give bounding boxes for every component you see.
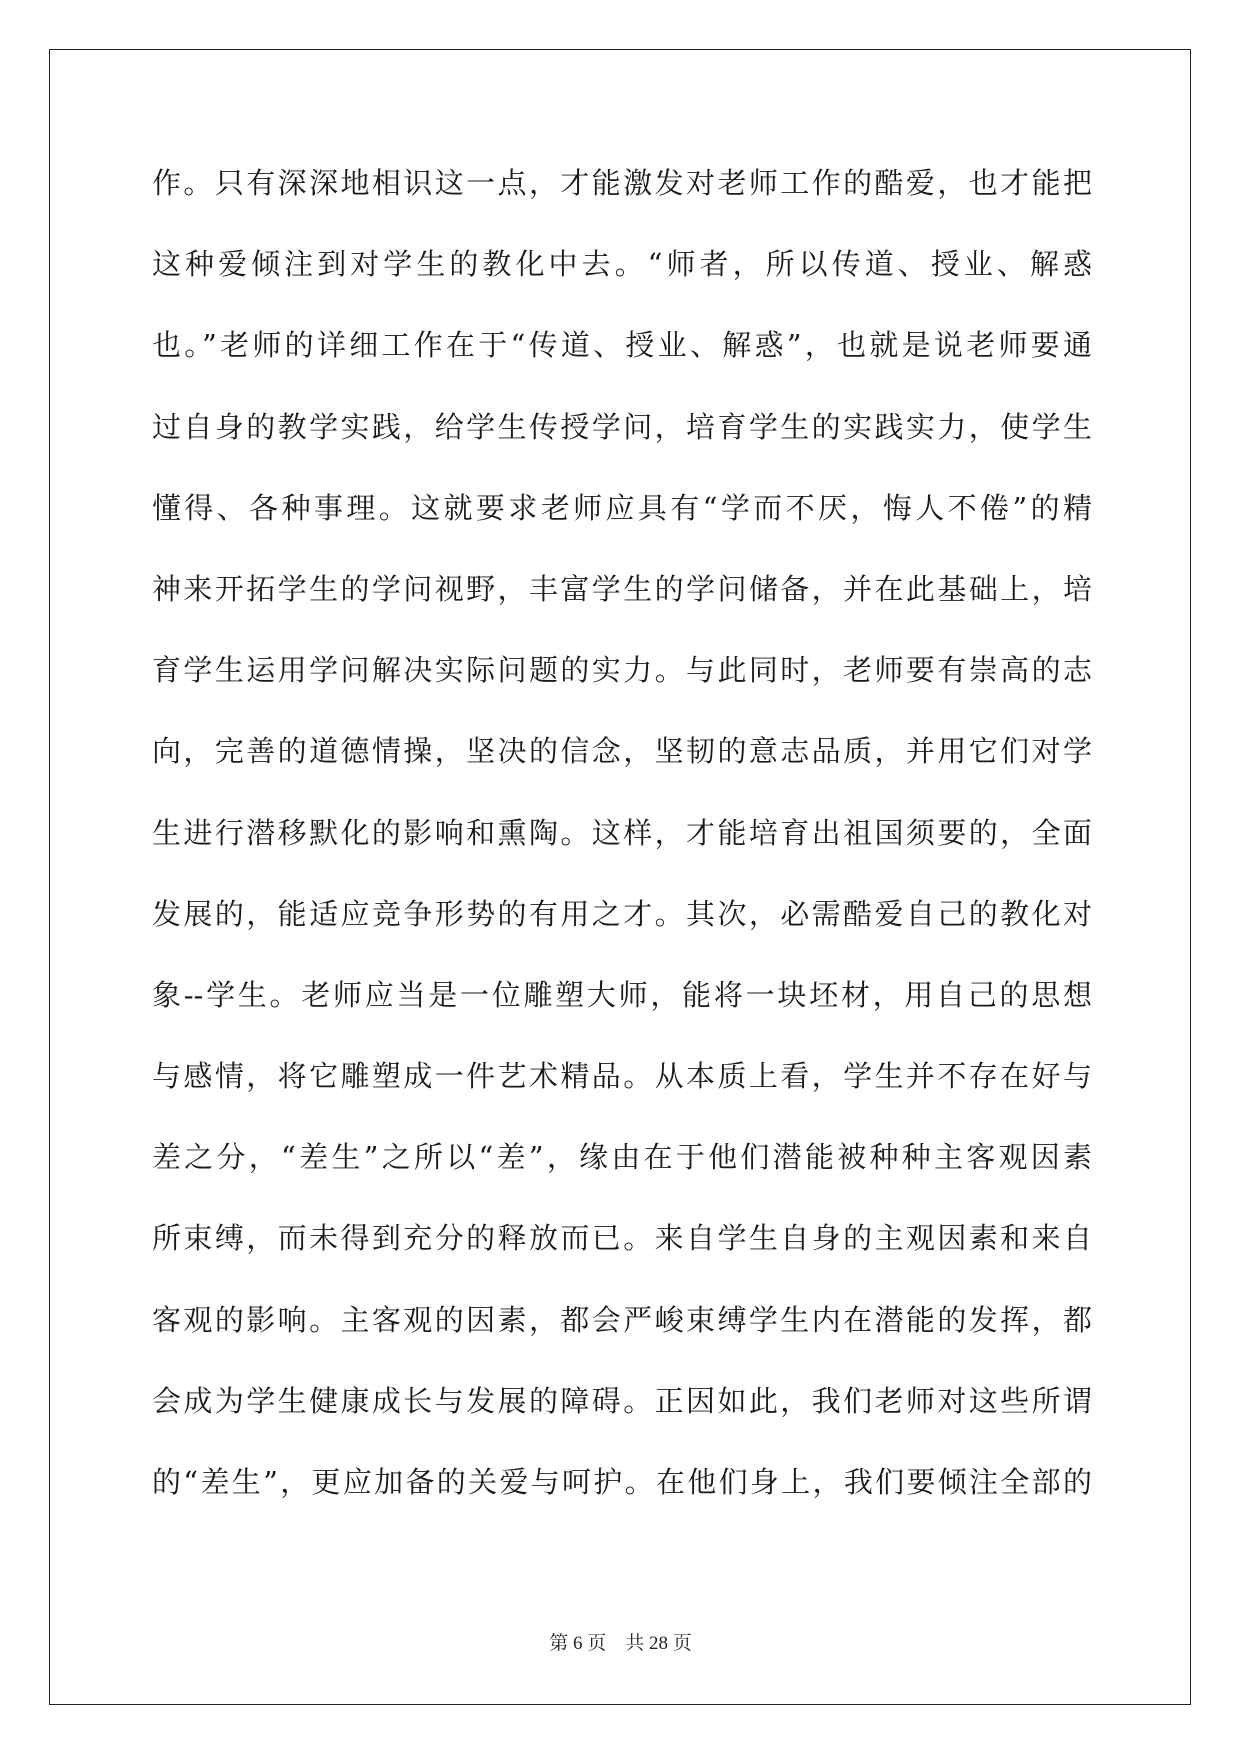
page-number: 第 6 页 共 28 页 <box>549 1633 692 1654</box>
text-line: 差之分，“差生”之所以“差”，缘由在于他们潜能被种种主客观因素 <box>152 1140 1092 1175</box>
text-line: 发展的，能适应竞争形势的有用之才。其次，必需酷爱自己的教化对 <box>152 896 1092 931</box>
text-line: 懂得、各种事理。这就要求老师应具有“学而不厌，悔人不倦”的精 <box>152 490 1092 525</box>
text-line: 生进行潜移默化的影响和熏陶。这样，才能培育出祖国须要的，全面 <box>152 815 1092 850</box>
text-line: 神来开拓学生的学问视野，丰富学生的学问储备，并在此基础上，培 <box>152 571 1092 606</box>
text-line: 所束缚，而未得到充分的释放而已。来自学生自身的主观因素和来自 <box>152 1221 1092 1256</box>
text-line: 向，完善的道德情操，坚决的信念，坚韧的意志品质，并用它们对学 <box>152 734 1092 769</box>
text-line: 与感情，将它雕塑成一件艺术精品。从本质上看，学生并不存在好与 <box>152 1059 1092 1094</box>
text-line: 象--学生。老师应当是一位雕塑大师，能将一块坯材，用自己的思想 <box>152 977 1092 1012</box>
text-line: 也。”老师的详细工作在于“传道、授业、解惑”，也就是说老师要通 <box>152 328 1092 363</box>
text-line: 的“差生”，更应加备的关爱与呵护。在他们身上，我们要倾注全部的 <box>152 1465 1092 1499</box>
text-line: 作。只有深深地相识这一点，才能激发对老师工作的酷爱，也才能把 <box>152 166 1092 200</box>
text-line: 过自身的教学实践，给学生传授学问，培育学生的实践实力，使学生 <box>152 409 1092 444</box>
text-line: 育学生运用学问解决实际问题的实力。与此同时，老师要有崇高的志 <box>152 653 1092 688</box>
text-line: 客观的影响。主客观的因素，都会严峻束缚学生内在潜能的发挥，都 <box>152 1302 1092 1337</box>
document-body <box>152 163 1092 1543</box>
text-line: 会成为学生健康成长与发展的障碍。正因如此，我们老师对这些所谓 <box>152 1383 1092 1418</box>
text-line: 这种爱倾注到对学生的教化中去。“师者，所以传道、授业、解惑 <box>152 247 1092 282</box>
